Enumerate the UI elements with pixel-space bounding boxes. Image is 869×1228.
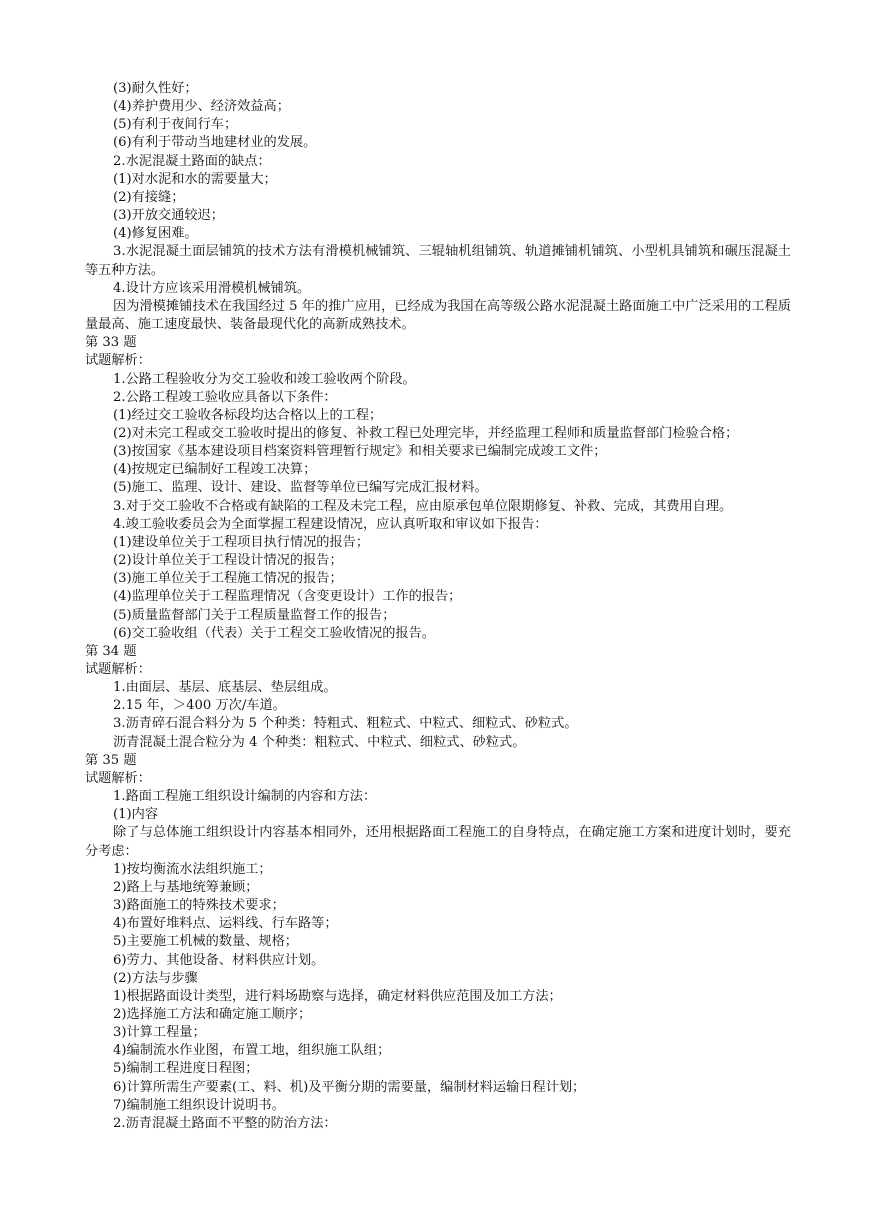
text-line: 6)计算所需生产要素(工、料、机)及平衡分期的需要量，编制材料运输日程计划； bbox=[113, 1079, 586, 1095]
text-line: (1)经过交工验收各标段均达合格以上的工程； bbox=[113, 407, 383, 423]
text-line: 3)计算工程量； bbox=[113, 1025, 206, 1041]
text-line: 6)劳力、其他设备、材料供应计划。 bbox=[113, 952, 325, 968]
text-line: (6)交工验收组（代表）关于工程交工验收情况的报告。 bbox=[113, 625, 435, 641]
text-line: 7)编制施工组织设计说明书。 bbox=[113, 1097, 285, 1113]
text-line: 除了与总体施工组织设计内容基本相同外，还用根据路面工程施工的自身特点，在确定施工方案和进度计划时，要充分考虑： bbox=[85, 825, 791, 859]
text-line: 4)布置好堆料点、运料线、行车路等； bbox=[113, 916, 338, 932]
text-line: (4)养护费用少、经济效益高； bbox=[113, 99, 290, 115]
text-line: 3.沥青碎石混合料分为 5 个种类：特粗式、粗粒式、中粒式、细粒式、砂粒式。 bbox=[113, 716, 578, 732]
text-line: (2)对未完工程或交工验收时提出的修复、补救工程已处理完毕，并经监理工程师和质量监督部门检验合格； bbox=[113, 425, 739, 441]
text-line: (4)监理单位关于工程监理情况（含变更设计）工作的报告； bbox=[113, 589, 462, 605]
text-line: 4)编制流水作业图，布置工地，组织施工队组； bbox=[113, 1043, 391, 1059]
section-heading: 第 35 题 bbox=[85, 752, 137, 768]
text-line: 2.15 年，＞400 万次/车道。 bbox=[113, 698, 286, 714]
text-line: (5)质量监督部门关于工程质量监督工作的报告； bbox=[113, 607, 396, 623]
text-line: (4)按规定已编制好工程竣工决算； bbox=[113, 462, 317, 478]
text-line: 2)路上与基地统筹兼顾； bbox=[113, 879, 259, 895]
text-line: (3)施工单位关于工程施工情况的报告； bbox=[113, 571, 343, 587]
text-line: 沥青混凝土混合粒分为 4 个种类：粗粒式、中粒式、细粒式、砂粒式。 bbox=[113, 734, 526, 750]
text-line: (4)修复困难。 bbox=[113, 226, 198, 242]
text-line: (1)建设单位关于工程项目执行情况的报告； bbox=[113, 534, 370, 550]
section-heading: 试题解析： bbox=[85, 353, 151, 369]
text-line: 2.沥青混凝土路面不平整的防治方法： bbox=[113, 1115, 337, 1131]
text-line: 3)路面施工的特殊技术要求； bbox=[113, 898, 285, 914]
text-line: 2.水泥混凝土路面的缺点： bbox=[113, 153, 271, 169]
text-line: (1)内容 bbox=[113, 807, 159, 823]
text-line: 因为滑模摊铺技术在我国经过 5 年的推广应用，已经成为我国在高等级公路水泥混凝土路面施工中广泛采用的工程质量最高、施工速度最快、装备最现代化的高新成熟技术。 bbox=[85, 298, 791, 333]
text-line: (3)按国家《基本建设项目档案资料管理暂行规定》和相关要求已编制完成竣工文件； bbox=[113, 444, 607, 460]
section-heading: 试题解析： bbox=[85, 770, 151, 786]
text-line: 3.对于交工验收不合格或有缺陷的工程及未完工程，应由原承包单位限期修复、补救、完成，其费用自理。 bbox=[113, 498, 733, 514]
text-line: (2)设计单位关于工程设计情况的报告； bbox=[113, 553, 343, 569]
text-line: (5)有利于夜间行车； bbox=[113, 117, 238, 133]
text-line: (2)方法与步骤 bbox=[113, 970, 198, 986]
text-line: 1)按均衡流水法组织施工； bbox=[113, 861, 272, 877]
text-line: 2.公路工程竣工验收应具备以下条件： bbox=[113, 389, 337, 405]
section-heading: 第 34 题 bbox=[85, 643, 137, 659]
text-line: (6)有利于带动当地建材业的发展。 bbox=[113, 135, 317, 151]
text-line: 1)根据路面设计类型，进行料场勘察与选择，确定材料供应范围及加工方法； bbox=[113, 988, 562, 1004]
text-line: (3)开放交通较迟； bbox=[113, 208, 224, 224]
text-line: 2)选择施工方法和确定施工顺序； bbox=[113, 1006, 312, 1022]
text-line: 4.设计方应该采用滑模机械铺筑。 bbox=[113, 280, 311, 296]
text-line: 5)主要施工机械的数量、规格； bbox=[113, 934, 298, 950]
text-line: (2)有接缝； bbox=[113, 189, 185, 205]
text-line: (3)耐久性好； bbox=[113, 81, 198, 96]
section-heading: 试题解析： bbox=[85, 662, 151, 677]
section-heading: 第 33 题 bbox=[85, 335, 137, 351]
text-line: (1)对水泥和水的需要量大； bbox=[113, 171, 277, 187]
text-line: 5)编制工程进度日程图； bbox=[113, 1061, 259, 1077]
text-line: 1.由面层、基层、底基层、垫层组成。 bbox=[113, 680, 337, 696]
text-line: 1.公路工程验收分为交工验收和竣工验收两个阶段。 bbox=[113, 371, 416, 387]
text-line: 1.路面工程施工组织设计编制的内容和方法： bbox=[113, 789, 377, 805]
text-line: (5)施工、监理、设计、建设、监督等单位已编写完成汇报材料。 bbox=[113, 480, 488, 496]
text-line: 4.竣工验收委员会为全面掌握工程建设情况，应认真听取和审议如下报告： bbox=[113, 516, 548, 532]
text-line: 3.水泥混凝土面层铺筑的技术方法有滑模机械铺筑、三辊轴机组铺筑、轨道摊铺机铺筑、小型机具铺筑和碾压混凝土等五种方法。 bbox=[85, 244, 791, 278]
